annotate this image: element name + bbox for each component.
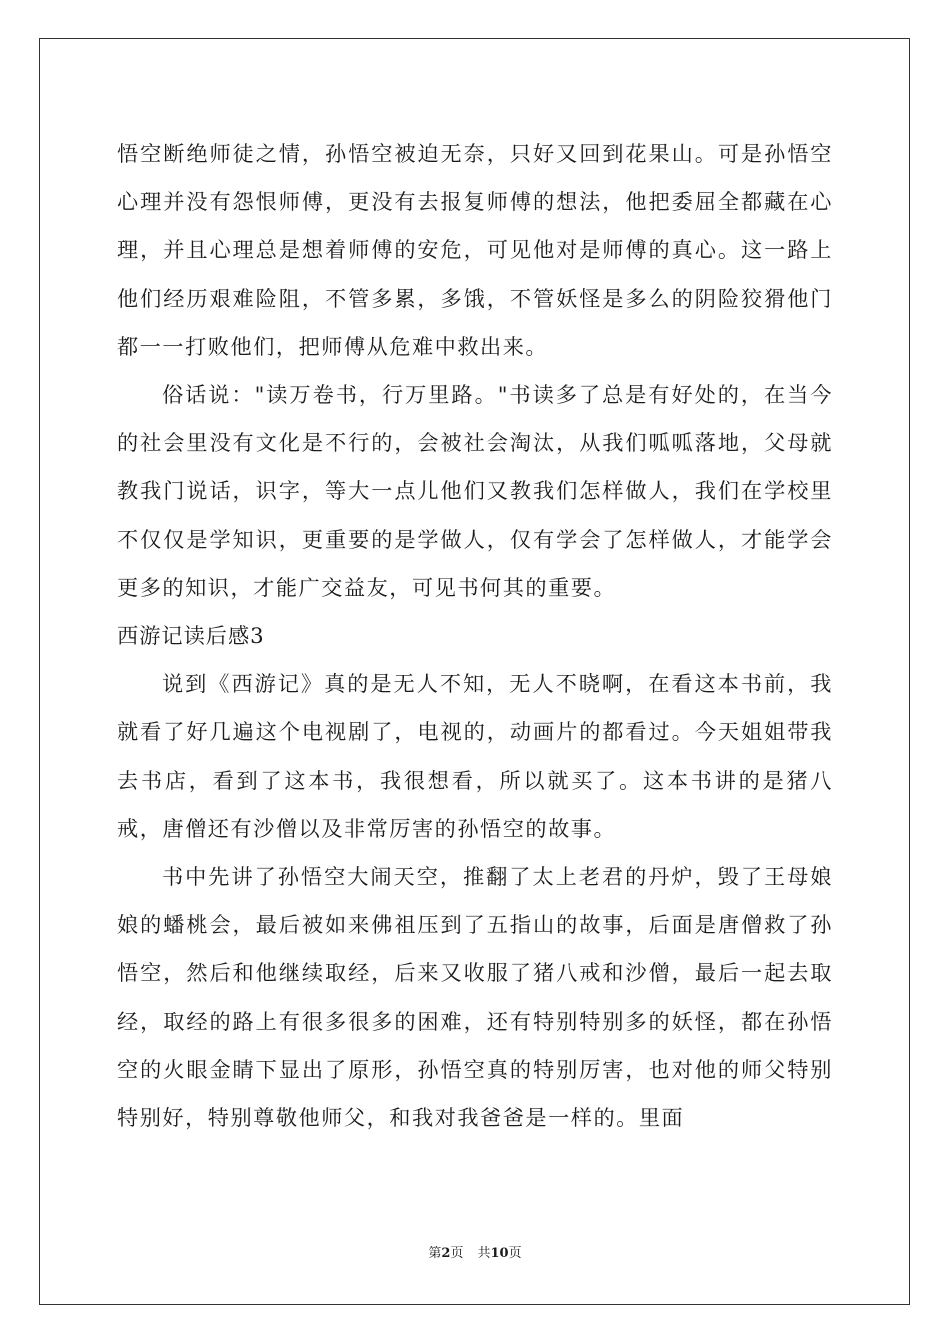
document-body	[117, 130, 833, 1142]
page-prefix: 第	[428, 1246, 442, 1261]
page-current: 2	[441, 1246, 451, 1261]
page-total: 10	[490, 1246, 509, 1261]
paragraph-1: 悟空断绝师徒之情，孙悟空被迫无奈，只好又回到花果山。可是孙悟空心理并没有怨恨师傅，更没有去报复师傅的想法，他把委屈全都藏在心理，并且心理总是想着师傅的安危，可见他对是师傅的真心。这一路上他们经历艰难险阻，不管多累，多饿，不管妖怪是多么的阴险狡猾他门都一一打败他们，把师傅从危难中救出来。	[117, 141, 833, 359]
total-prefix: 共	[477, 1246, 491, 1261]
page-suffix: 页	[450, 1246, 464, 1261]
paragraph-4: 书中先讲了孙悟空大闹天空，推翻了太上老君的丹炉，毁了王母娘娘的蟠桃会，最后被如来佛祖压到了五指山的故事，后面是唐僧救了孙悟空，然后和他继续取经，后来又收服了猪八戒和沙僧，最后一起去取经，取经的路上有很多很多的困难，还有特别特别多的妖怪，都在孙悟空的火眼金睛下显出了原形，孙悟空真的特别厉害，也对他的师父特别特别好，特别尊敬他师父，和我对我爸爸是一样的。里面	[117, 864, 833, 1131]
paragraph-3: 说到《西游记》真的是无人不知，无人不晓啊，在看这本书前，我就看了好几遍这个电视剧了，电视的，动画片的都看过。今天姐姐带我去书店，看到了这本书，我很想看，所以就买了。这本书讲的是猪八戒，唐僧还有沙僧以及非常厉害的孙悟空的故事。	[117, 671, 833, 841]
page-footer	[0, 1245, 950, 1263]
total-suffix: 页	[508, 1246, 522, 1261]
paragraph-2: 俗话说："读万卷书，行万里路。"书读多了总是有好处的，在当今的社会里没有文化是不行的，会被社会淘汰，从我们呱呱落地，父母就教我门说话，识字，等大一点儿他们又教我们怎样做人，我们在学校里不仅仅是学知识，更重要的是学做人，仅有学会了怎样做人，才能学会更多的知识，才能广交益友，可见书何其的重要。	[117, 382, 833, 600]
section-heading: 西游记读后感3	[117, 623, 265, 649]
